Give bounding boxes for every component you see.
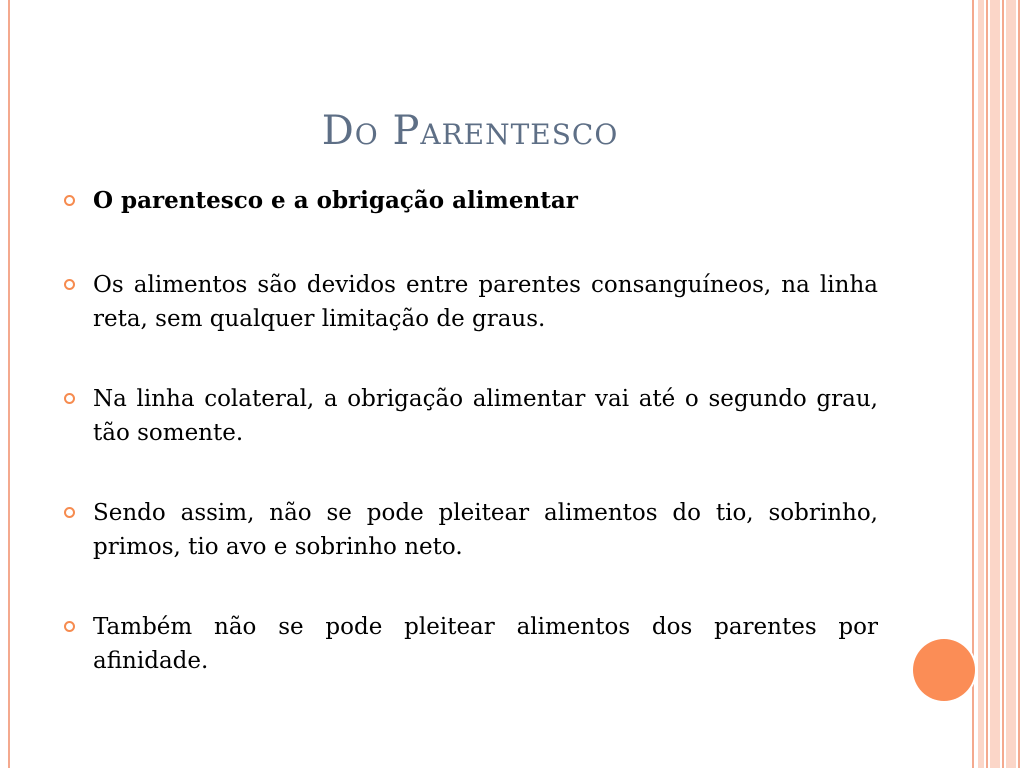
ring-bullet-icon [64,195,75,206]
ring-bullet-icon [64,621,75,632]
bullet-text: Os alimentos são devidos entre parentes consanguíneos, na linha reta, sem qualquer limitação de graus. [93,272,878,332]
bullet-text: Sendo assim, não se pode pleitear alimentos do tio, sobrinho, primos, tio avo e sobrinho neto. [93,500,878,560]
bullet-list [60,184,878,724]
bullet-text: O parentesco e a obrigação alimentar [93,187,578,214]
ring-bullet-icon [64,393,75,404]
bullet-text: Também não se pode pleitear alimentos dos parentes por afinidade. [93,614,878,674]
bullet-item [60,382,878,450]
ring-bullet-icon [64,507,75,518]
bullet-item [60,610,878,678]
ring-bullet-icon [64,279,75,290]
slide-title: Do Parentesco [321,108,619,154]
bullet-text: Na linha colateral, a obrigação alimentar vai até o segundo grau, tão somente. [93,386,878,446]
orange-circle-decoration [913,639,975,701]
right-border-stripe [986,0,988,768]
bullet-item [60,184,878,218]
right-border-stripe [1002,0,1004,768]
right-border-stripe [990,0,1000,768]
bullet-item [60,268,878,336]
bullet-item [60,496,878,564]
right-border-stripe [1018,0,1020,768]
right-border-stripe [1006,0,1016,768]
right-border-stripe [978,0,984,768]
